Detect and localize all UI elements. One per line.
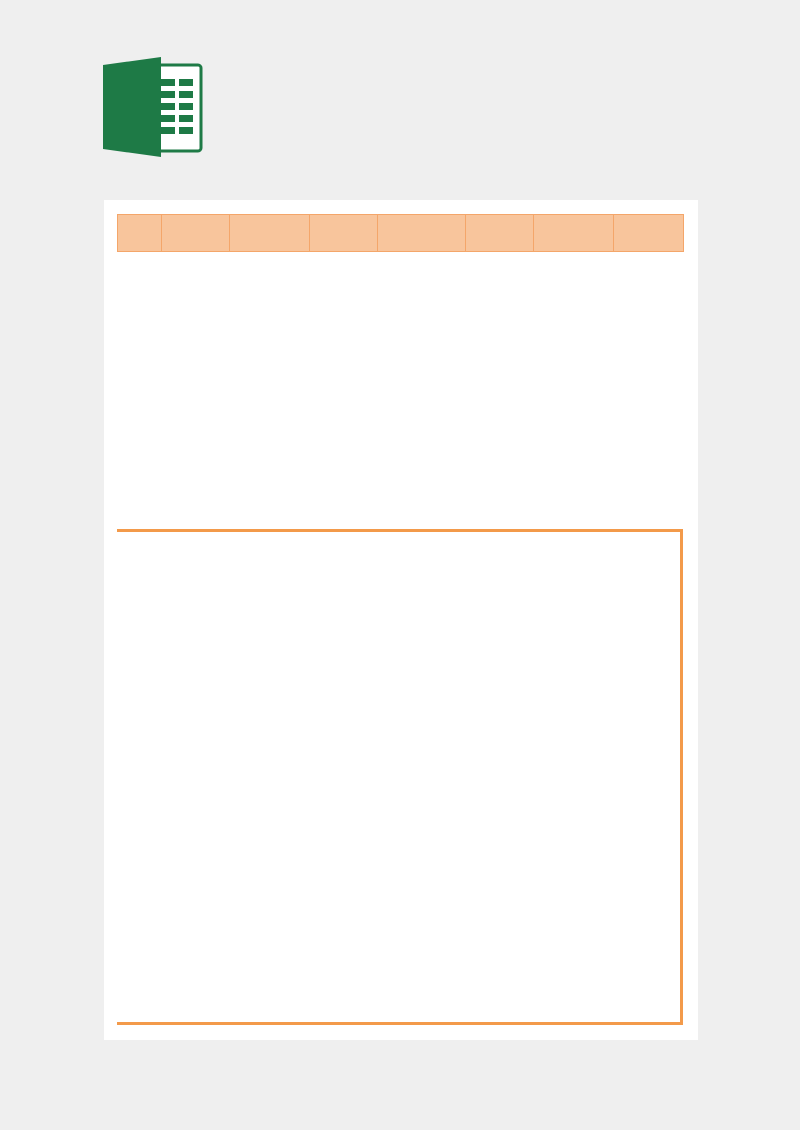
excel-logo-icon	[103, 55, 207, 159]
col-header	[614, 215, 684, 252]
spreadsheet-sheet	[104, 200, 698, 1040]
table-header-row	[118, 215, 684, 252]
col-header	[162, 215, 230, 252]
col-header	[118, 215, 162, 252]
gantt-chart	[117, 532, 677, 1022]
gantt-chart-frame	[117, 529, 683, 1025]
col-header	[230, 215, 310, 252]
col-header	[310, 215, 378, 252]
col-header	[466, 215, 534, 252]
col-header	[534, 215, 614, 252]
col-header	[378, 215, 466, 252]
schedule-table	[117, 214, 684, 252]
